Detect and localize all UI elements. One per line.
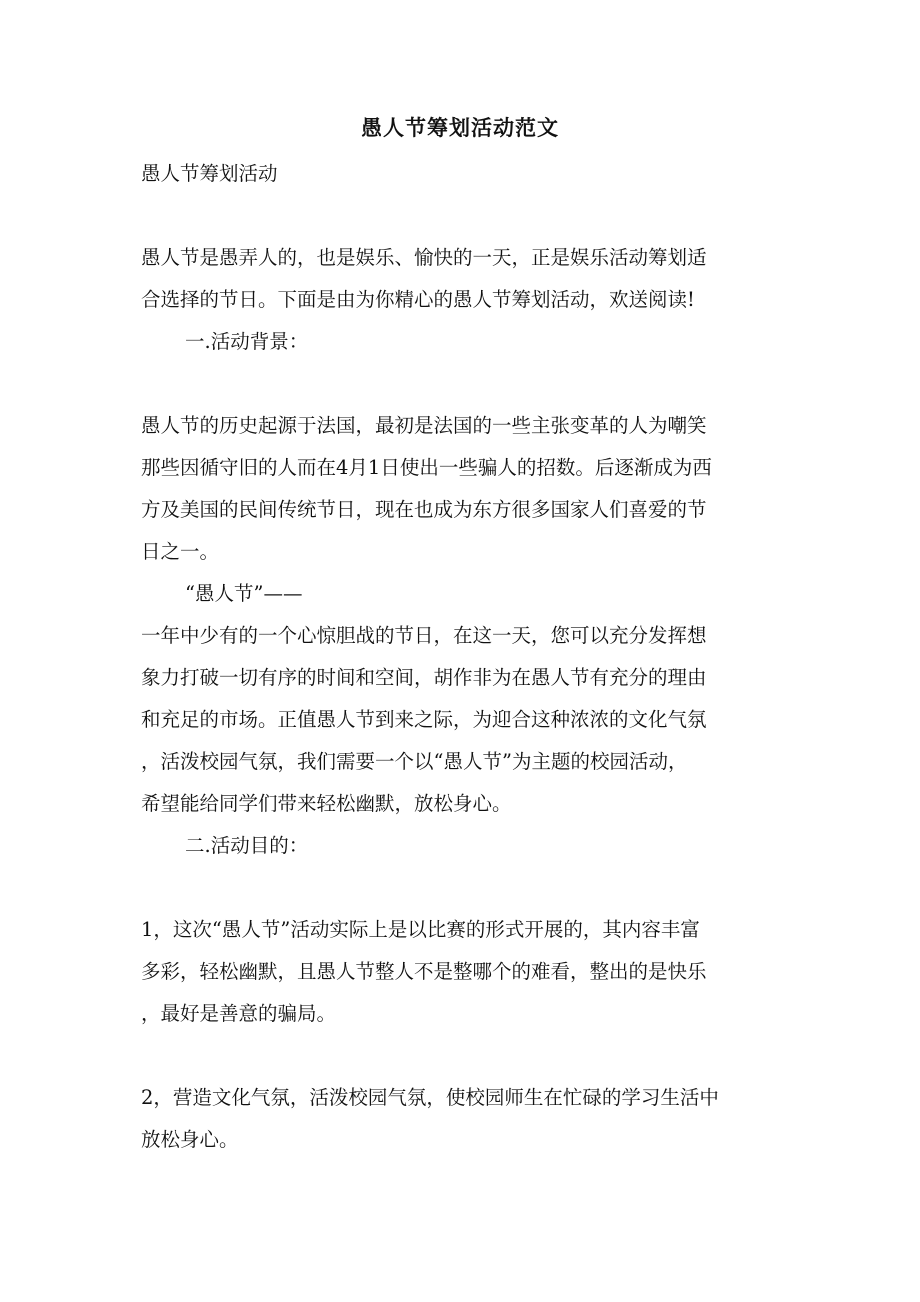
- paragraph-line: 象力打破一切有序的时间和空间，胡作非为在愚人节有充分的理由: [141, 666, 707, 689]
- paragraph-line: 愚人节的历史起源于法国，最初是法国的一些主张变革的人为嘲笑: [141, 414, 707, 437]
- document-title: 愚人节筹划活动范文: [361, 115, 559, 140]
- paragraph-line: ，最好是善意的骗局。: [141, 1002, 337, 1025]
- paragraph-line: 那些因循守旧的人而在4月1日使出一些骗人的招数。后逐渐成为西: [141, 456, 712, 479]
- paragraph-line: 合选择的节日。下面是由为你精心的愚人节筹划活动，欢送阅读!: [141, 288, 695, 311]
- section-heading-background: 一.活动背景：: [185, 330, 309, 353]
- paragraph-line: 方及美国的民间传统节日，现在也成为东方很多国家人们喜爱的节: [141, 498, 707, 521]
- document-subtitle: 愚人节筹划活动: [141, 162, 278, 185]
- paragraph-line: 和充足的市场。正值愚人节到来之际，为迎合这种浓浓的文化气氛: [141, 708, 707, 731]
- paragraph-line: 日之一。: [141, 540, 220, 563]
- section-heading-purpose: 二.活动目的：: [185, 834, 309, 857]
- paragraph-line: 希望能给同学们带来轻松幽默，放松身心。: [141, 792, 512, 815]
- paragraph-line: 愚人节是愚弄人的，也是娱乐、愉快的一天，正是娱乐活动筹划适: [141, 246, 707, 269]
- paragraph-line: 2，营造文化气氛，活泼校园气氛，使校园师生在忙碌的学习生活中: [141, 1086, 719, 1109]
- paragraph-line: ，活泼校园气氛，我们需要一个以“愚人节”为主题的校园活动，: [141, 750, 688, 773]
- quote-heading: “愚人节”——: [185, 582, 303, 605]
- paragraph-line: 1，这次“愚人节”活动实际上是以比赛的形式开展的，其内容丰富: [141, 918, 700, 941]
- paragraph-line: 一年中少有的一个心惊胆战的节日，在这一天，您可以充分发挥想: [141, 624, 707, 647]
- paragraph-line: 放松身心。: [141, 1128, 239, 1151]
- paragraph-line: 多彩，轻松幽默，且愚人节整人不是整哪个的难看，整出的是快乐: [141, 960, 707, 983]
